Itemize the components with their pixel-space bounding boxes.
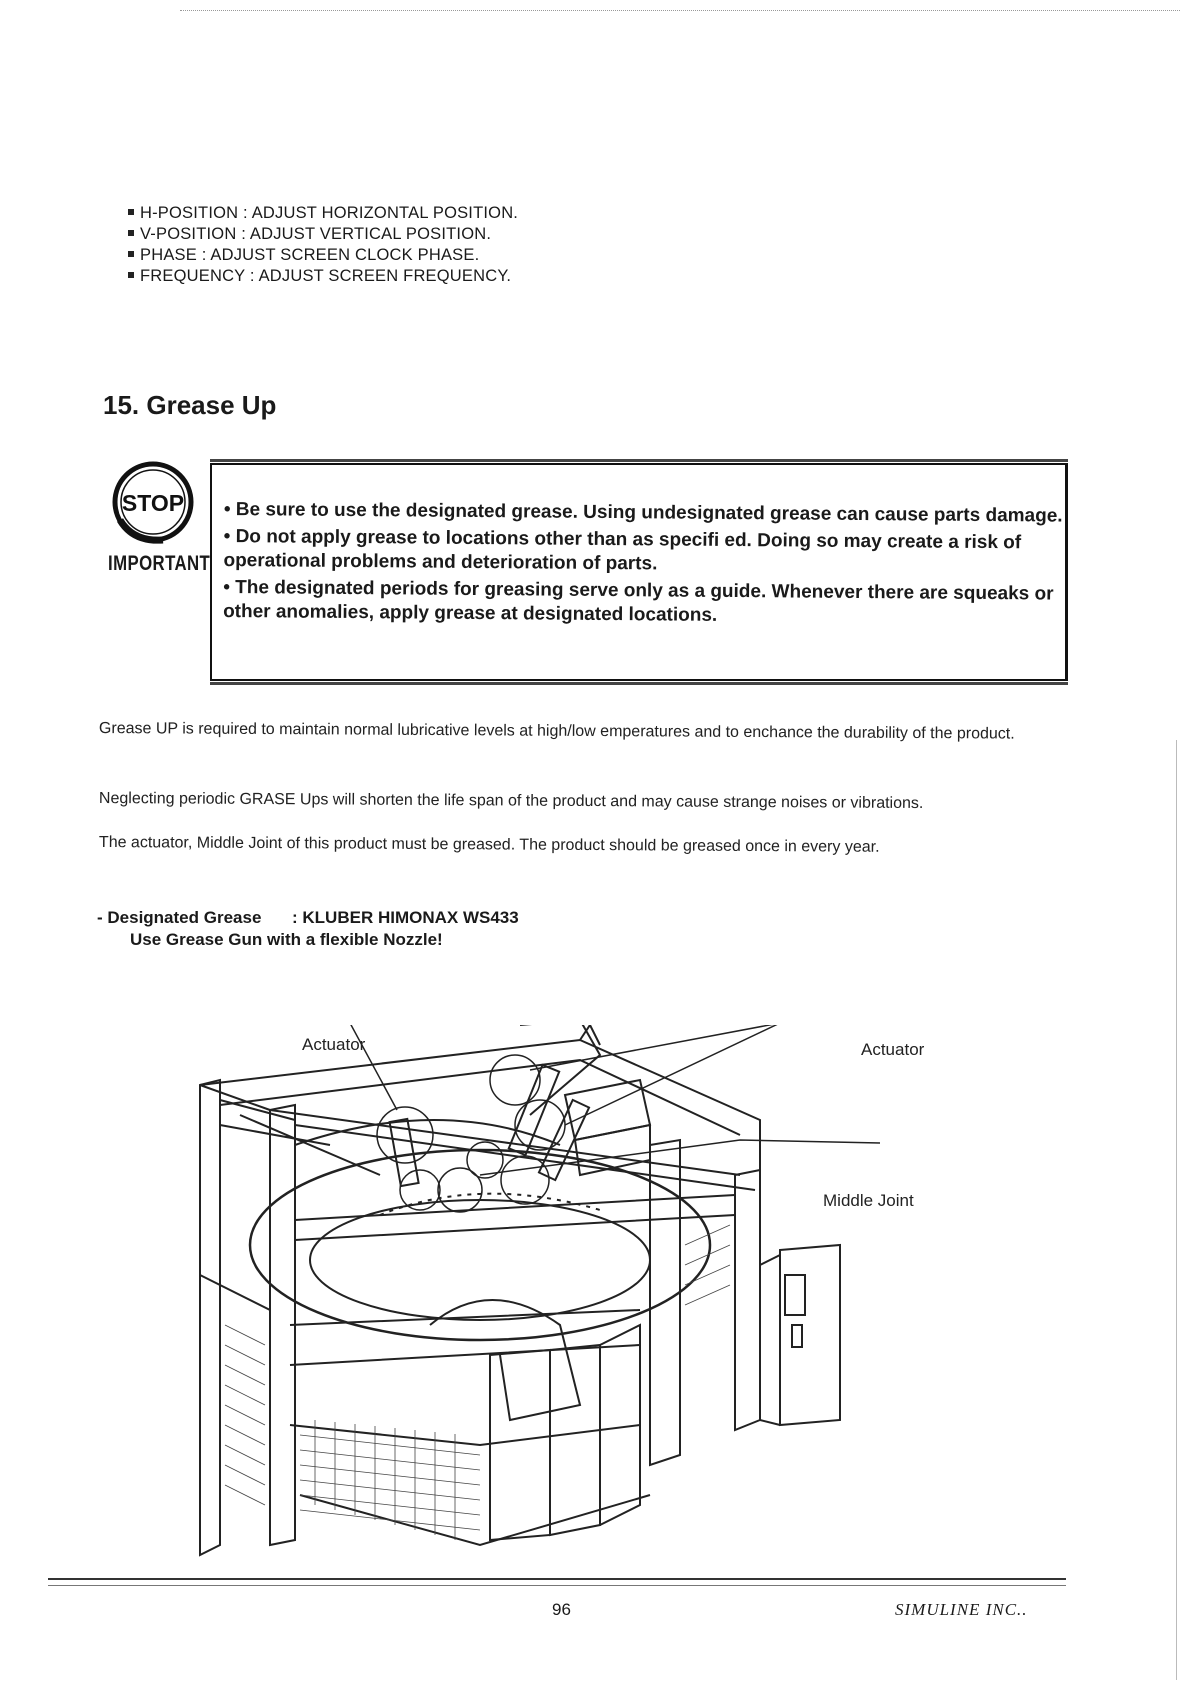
paragraph-greasing-interval: The actuator, Middle Joint of this product must be greased. The product should be greased once in every year. — [98, 834, 880, 856]
company-name: SIMULINE INC.. — [895, 1600, 1028, 1619]
bullet-square-icon — [128, 251, 134, 257]
grease-gun-note: Use Grease Gun with a flexible Nozzle! — [130, 930, 443, 949]
callout-actuator-right: Actuator — [861, 1040, 925, 1059]
callout-middle-joint: Middle Joint — [823, 1191, 914, 1210]
warning-item: • The designated periods for greasing serve only as a guide. Whenever there are squeaks or other anomalies, apply grease at designated locations. — [223, 576, 1054, 626]
grease-label: - Designated Grease — [97, 908, 262, 927]
section-title: 15. Grease Up — [103, 390, 277, 420]
bullet-square-icon — [128, 209, 134, 215]
settings-list — [128, 203, 518, 287]
grease-value: : KLUBER HIMONAX WS433 — [292, 908, 519, 927]
warning-list — [223, 498, 1064, 634]
footer-rule — [48, 1578, 1066, 1586]
paragraph-grease-purpose: Grease UP is required to maintain normal lubricative levels at high/low emperatures and to enchance the durability of the product. — [98, 720, 1015, 743]
settings-item-frequency: FREQUENCY : ADJUST SCREEN FREQUENCY. — [128, 266, 518, 287]
machine-illustration — [180, 1025, 980, 1570]
warning-box — [210, 463, 1068, 681]
warning-item: • Be sure to use the designated grease. Using undesignated grease can cause parts damage. — [223, 498, 1063, 527]
scan-right-edge — [1176, 740, 1177, 1680]
warning-item: • Do not apply grease to locations other than as specifi ed. Doing so may create a risk of operational problems and deterioration of parts. — [223, 525, 1022, 575]
settings-item-v-position: V-POSITION : ADJUST VERTICAL POSITION. — [128, 224, 518, 245]
callout-actuator-left: Actuator — [302, 1035, 366, 1054]
stop-sign-icon — [108, 460, 198, 560]
settings-item-h-position: H-POSITION : ADJUST HORIZONTAL POSITION. — [128, 203, 518, 224]
important-label: IMPORTANT — [108, 552, 211, 575]
designated-grease-spec — [97, 907, 519, 951]
stop-badge-text: STOP — [121, 490, 185, 516]
bullet-square-icon — [128, 230, 134, 236]
bullet-square-icon — [128, 272, 134, 278]
scan-top-rule — [180, 10, 1180, 11]
settings-item-phase: PHASE : ADJUST SCREEN CLOCK PHASE. — [128, 245, 518, 266]
page-number: 96 — [552, 1600, 571, 1619]
paragraph-neglect-warning: Neglecting periodic GRASE Ups will shorten the life span of the product and may cause strange noises or vibrations. — [98, 790, 924, 813]
